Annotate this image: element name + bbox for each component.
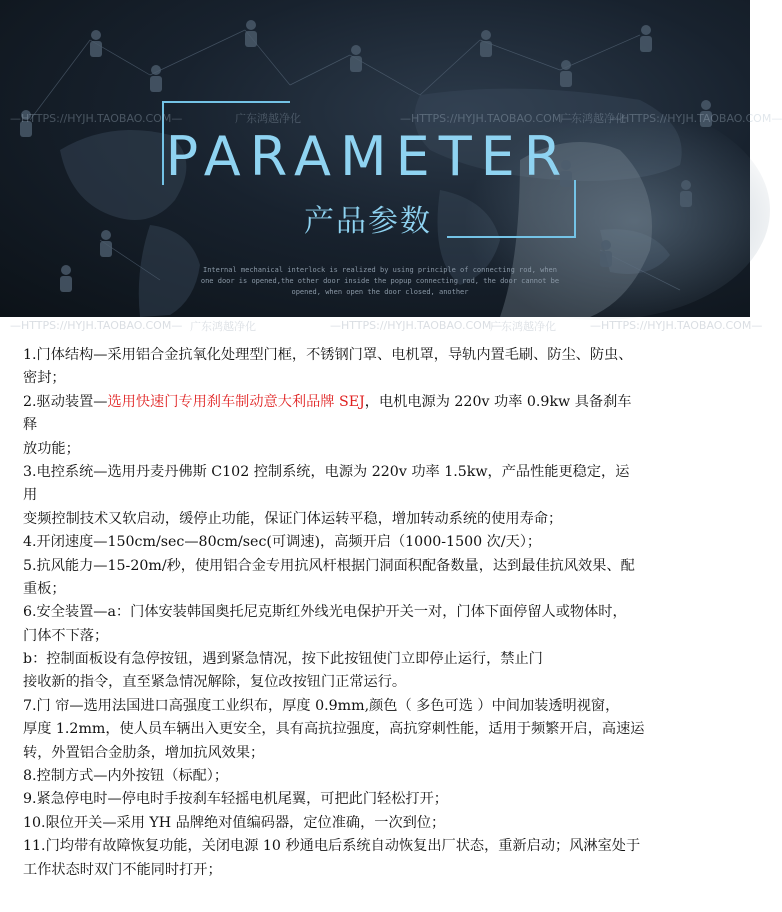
banner-subtitle: 产品参数 xyxy=(304,204,432,239)
banner-title: PARAMETER xyxy=(165,125,571,188)
parameter-line: 放功能； xyxy=(23,440,80,457)
parameter-line: 8.控制方式—内外按钮（标配）； xyxy=(23,768,229,785)
watermark-url: —HTTPS://HYJH.TAOBAO.COM— xyxy=(610,112,782,125)
watermark-text: 广东鸿越净化 xyxy=(190,320,256,333)
parameter-line: 转，外置铝合金肋条，增加抗风效果； xyxy=(23,744,265,761)
parameter-line: 9.紧急停电时—停电时手按刹车轻摇电机尾翼，可把此门轻松打开； xyxy=(23,791,448,808)
watermark-url: —HTTPS://HYJH.TAOBAO.COM— xyxy=(400,112,573,125)
parameter-line-end: ，电机电源为 220v 功率 0.9kw 具备刹车 xyxy=(364,393,632,410)
parameter-line: 6.安全装置—a：门体安装韩国奥托尼克斯红外线光电保护开关一对，门体下面停留人或物体时， xyxy=(23,604,627,621)
parameter-list xyxy=(23,344,728,882)
parameter-line: 1.门体结构—采用铝合金抗氧化处理型门框，不锈钢门罩、电机罩，导轨内置毛刷、防尘、防虫、 xyxy=(23,347,633,363)
watermark-text: 广东鸿越净化 xyxy=(235,112,301,125)
highlighted-brand-text: 选用快速门专用刹车制动意大利品牌 SEJ xyxy=(107,393,365,410)
parameter-line: 变频控制技术又软启动，缓停止功能，保证门体运转平稳，增加转动系统的使用寿命； xyxy=(23,510,563,527)
parameter-line: b：控制面板设有急停按钮，遇到紧急情况，按下此按钮使门立即停止运行，禁止门 xyxy=(23,651,543,668)
parameter-line: 释 xyxy=(23,417,38,434)
watermark-text: 广东鸿越净化 xyxy=(560,112,626,125)
parameter-line: 4.开闭速度—150cm/sec—80cm/sec(可调速)，高频开启（1000-1500 次/天）； xyxy=(23,534,542,551)
watermark-url: —HTTPS://HYJH.TAOBAO.COM— xyxy=(10,319,183,332)
banner-caption-line: one door is opened,the other door inside the popup connecting rod, the door cannot be xyxy=(200,277,560,285)
parameter-line: 门体不下落； xyxy=(23,627,109,644)
parameter-line: 工作状态时双门不能同时打开； xyxy=(23,861,222,878)
watermark-url: —HTTPS://HYJH.TAOBAO.COM— xyxy=(330,319,503,332)
parameter-line: 接收新的指令，直至紧急情况解除，复位改按钮门正常运行。 xyxy=(23,674,407,691)
parameter-line-start: 2.驱动装置— xyxy=(23,393,108,410)
parameter-line xyxy=(23,391,728,414)
parameter-line: 用 xyxy=(23,487,38,504)
parameter-line: 7.门 帘—选用法国进口高强度工业织布，厚度 0.9mm,颜色（ 多色可选 ）中间加装透明视窗， xyxy=(23,697,620,714)
banner-caption-line: Internal mechanical interlock is realized by using principle of connecting rod, when xyxy=(202,266,557,274)
parameter-line: 厚度 1.2mm，使人员车辆出入更安全，具有高抗拉强度，高抗穿刺性能，适用于频繁开启，高速运 xyxy=(23,721,645,738)
parameter-line: 10.限位开关—采用 YH 品牌绝对值编码器，定位准确，一次到位； xyxy=(23,814,446,831)
parameter-line: 密封； xyxy=(23,370,66,387)
watermark-url: —HTTPS://HYJH.TAOBAO.COM— xyxy=(10,112,183,125)
watermark-text: 广东鸿越净化 xyxy=(490,320,556,333)
parameter-banner xyxy=(0,0,782,317)
watermark-url: —HTTPS://HYJH.TAOBAO.COM— xyxy=(590,319,763,332)
banner-caption-line: opened, when open the door closed, another xyxy=(291,288,469,296)
parameter-line: 3.电控系统—选用丹麦丹佛斯 C102 控制系统，电源为 220v 功率 1.5kw，产品性能更稳定，运 xyxy=(23,463,630,480)
parameter-line: 5.抗风能力—15-20m/秒，使用铝合金专用抗风杆根据门洞面积配备数量，达到最佳抗风效果、配 xyxy=(23,557,635,574)
parameter-line: 重板； xyxy=(23,580,66,597)
parameter-line: 11.门均带有故障恢复功能，关闭电源 10 秒通电后系统自动恢复出厂状态，重新启动；风淋室处于 xyxy=(23,838,641,855)
